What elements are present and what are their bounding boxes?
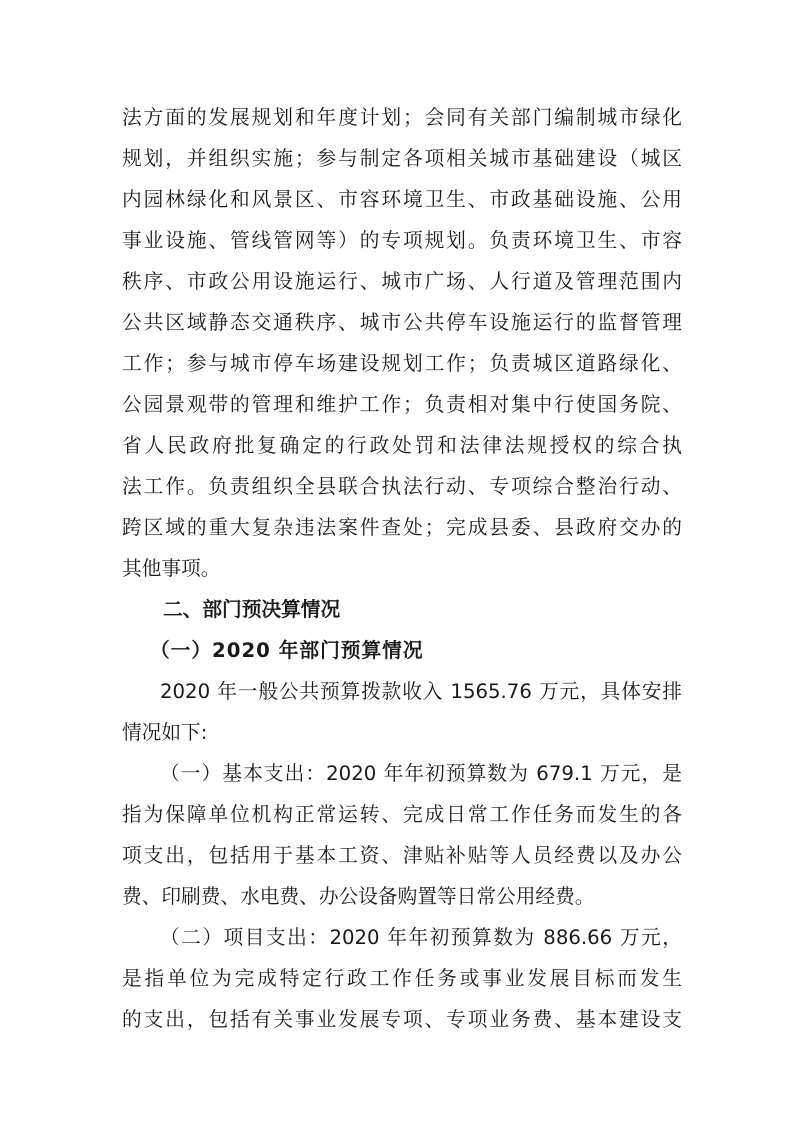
paragraph-line: 法方面的发展规划和年度计划；会同有关部门编制城市绿化 <box>122 106 682 129</box>
paragraph-line: 内园林绿化和风景区、市容环境卫生、市政基础设施、公用 <box>122 188 682 211</box>
paragraph-line: （一）基本支出：2020 年年初预算数为 679.1 万元，是 <box>160 762 682 785</box>
paragraph-line: 项支出，包括用于基本工资、津贴补贴等人员经费以及办公 <box>122 844 682 867</box>
paragraph-line: 指为保障单位机构正常运转、完成日常工作任务而发生的各 <box>122 803 682 826</box>
paragraph-line: 2020 年一般公共预算拨款收入 1565.76 万元，具体安排 <box>160 680 682 703</box>
section-heading: 二、部门预决算情况 <box>163 598 341 621</box>
paragraph-line: 是指单位为完成特定行政工作任务或事业发展目标而发生 <box>122 967 682 990</box>
paragraph-line: 法工作。负责组织全县联合执法行动、专项综合整治行动、 <box>122 475 682 498</box>
paragraph-line: 省人民政府批复确定的行政处罚和法律法规授权的综合执 <box>122 434 682 457</box>
paragraph-line: 事业设施、管线管网等）的专项规划。负责环境卫生、市容 <box>122 229 682 252</box>
paragraph-line: 秩序、市政公用设施运行、城市广场、人行道及管理范围内 <box>122 270 682 293</box>
paragraph-line: 费、印刷费、水电费、办公设备购置等日常公用经费。 <box>122 885 595 908</box>
paragraph-line: 公园景观带的管理和维护工作；负责相对集中行使国务院、 <box>122 393 682 416</box>
subsection-heading: （一）2020 年部门预算情况 <box>150 639 424 662</box>
paragraph-line: 其他事项。 <box>122 557 221 580</box>
paragraph-line: 规划，并组织实施；参与制定各项相关城市基础建设（城区 <box>122 147 682 170</box>
paragraph-line: 跨区域的重大复杂违法案件查处；完成县委、县政府交办的 <box>122 516 682 539</box>
paragraph-line: 工作；参与城市停车场建设规划工作；负责城区道路绿化、 <box>122 352 682 375</box>
paragraph-line: 情况如下: <box>122 721 208 744</box>
paragraph-line: 的支出，包括有关事业发展专项、专项业务费、基本建设支 <box>122 1008 682 1031</box>
paragraph-line: 公共区域静态交通秩序、城市公共停车设施运行的监督管理 <box>122 311 682 334</box>
paragraph-line: （二）项目支出：2020 年年初预算数为 886.66 万元， <box>160 926 682 949</box>
